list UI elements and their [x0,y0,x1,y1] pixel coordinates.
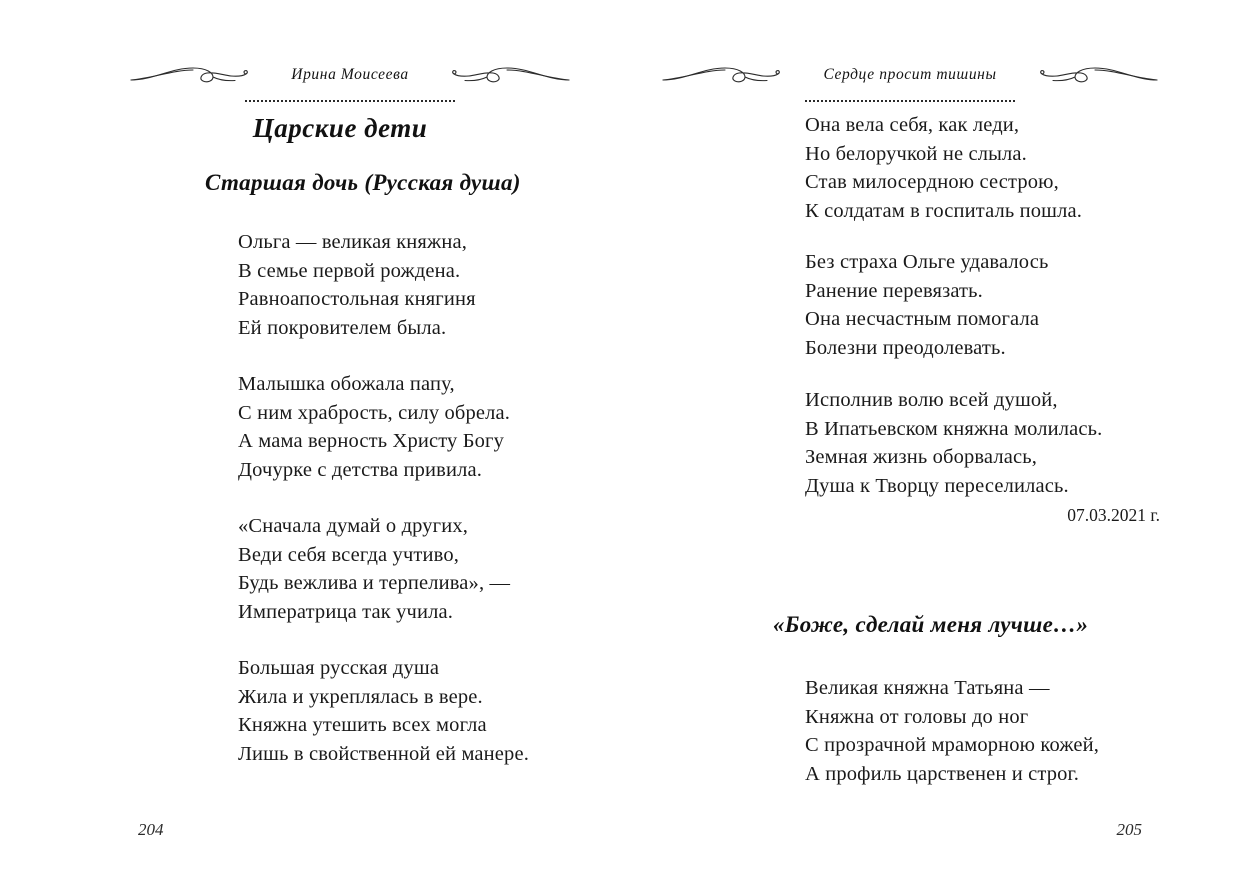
poem-line: Веди себя всегда учтиво, [238,543,460,566]
poem-line: Императрица так учила. [238,600,453,623]
poem-line: Будь вежлива и терпелива», — [238,572,511,594]
poem-line: Жила и укреплялась в вере. [238,685,483,708]
poem-line: «Сначала думай о других, [238,515,469,537]
poem-line: Болезни преодолевать. [805,336,1006,359]
stanza [238,370,510,484]
running-head-left-title: Ирина Моисеева [291,66,409,83]
poem-line: С прозрачной мраморною кожей, [805,734,1100,756]
poem-line: Великая княжна Татьяна — [805,677,1050,699]
poem-line: Княжна утешить всех могла [238,714,487,736]
next-poem-title: «Боже, сделай меня лучше…» [773,612,1089,637]
poem-line: К солдатам в госпиталь пошла. [805,199,1083,222]
poem-line: Большая русская душа [238,657,440,679]
stanza [238,654,529,768]
poem-line: Княжна от головы до ног [805,705,1029,728]
poem-date: 07.03.2021 г. [1067,505,1160,525]
poem-line: В семье первой рождена. [238,259,461,282]
poem-line: Дочурке с детства привила. [238,458,483,481]
poem-line: Равноапостольная княгиня [238,288,476,310]
stanza [805,111,1082,225]
poem-line: Ей покровителем была. [238,316,447,339]
poem-line: Став милосердною сестрою, [805,171,1059,193]
poem-line: Душа к Творцу переселилась. [805,474,1069,497]
page-number-right: 205 [1116,820,1142,839]
poem-title: Царские дети [252,113,428,143]
stanza [805,248,1048,362]
running-head-right-title: Сердце просит тишины [823,66,997,83]
poem-line: А профиль царственен и строг. [805,762,1080,785]
poem-line: В Ипатьевском княжна молилась. [805,417,1103,440]
stanza [805,386,1102,500]
poem-line: Но белоручкой не слыла. [805,142,1027,165]
poem-line: Ранение перевязать. [805,279,983,302]
poem-line: Малышка обожала папу, [238,373,455,395]
poem-line: А мама верность Христу Богу [238,430,505,452]
poem-line: Она несчастным помогала [805,308,1040,330]
stanza [238,512,510,626]
poem-line: Без страха Ольге удавалось [805,251,1049,273]
poem-line: Исполнив волю всей душой, [805,389,1058,411]
page-left [60,0,620,882]
stanza [805,674,1099,788]
page-number-left: 204 [138,820,164,839]
poem-line: Ольга — великая княжна, [238,231,467,253]
poem-line: Земная жизнь оборвалась, [805,446,1038,468]
poem-line: С ним храбрость, силу обрела. [238,401,511,424]
poem-line: Лишь в свойственной ей манере. [238,742,529,765]
stanza [238,228,476,342]
page-right [660,0,1220,882]
poem-line: Она вела себя, как леди, [805,114,1020,136]
poem-subtitle: Старшая дочь (Русская душа) [205,170,521,195]
